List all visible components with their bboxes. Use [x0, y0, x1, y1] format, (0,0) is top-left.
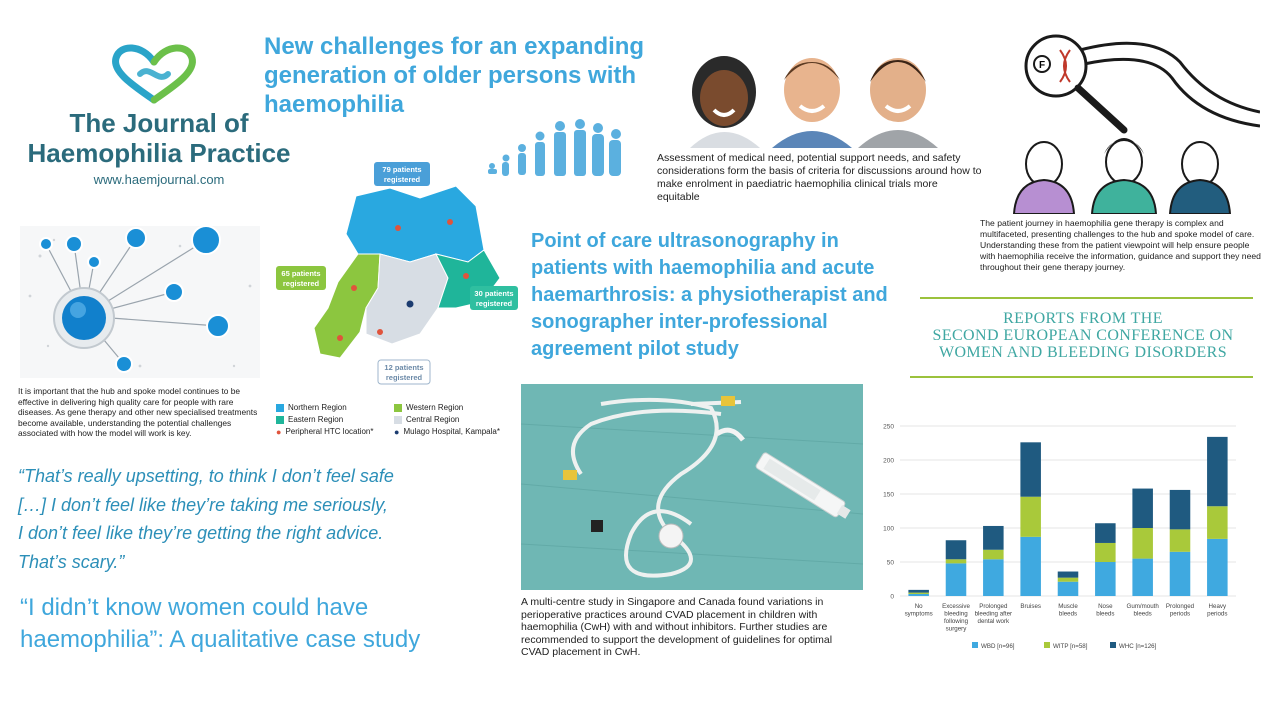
- x-tick-label: Nose: [1098, 603, 1113, 610]
- headline-older-persons[interactable]: New challenges for an expanding generation of older persons with haemophilia: [264, 33, 645, 118]
- chart-bar: [946, 563, 967, 596]
- x-tick-label: bleeding: [944, 610, 968, 618]
- chart-bar: [1058, 578, 1079, 582]
- x-tick-label: Prolonged: [979, 603, 1008, 610]
- x-tick-label: Prolonged: [1165, 603, 1195, 610]
- x-tick-label: Muscle: [1058, 603, 1078, 610]
- legend-swatch: [1044, 642, 1050, 648]
- y-tick-label: 0: [890, 593, 894, 601]
- legend-label: Eastern Region: [288, 415, 344, 424]
- journal-logo-title: [14, 108, 304, 168]
- map-callout-count: 65 patients: [281, 269, 321, 278]
- legend-item: [394, 414, 459, 426]
- map-callout-label: registered: [282, 279, 320, 288]
- chart-bar: [1132, 559, 1153, 596]
- bleeding-symptoms-chart: [872, 416, 1246, 658]
- location-pin-icon: ●: [394, 427, 400, 437]
- quote-line: […] I don’t feel like they’re taking me seriously,: [18, 494, 388, 515]
- chart-bar: [983, 559, 1004, 596]
- chart-bar: [946, 559, 967, 563]
- chart-bar: [1132, 528, 1153, 559]
- legend-item: [276, 402, 347, 414]
- factor-badge-letter: F: [1038, 60, 1046, 71]
- quote-line: That’s scary.”: [18, 551, 125, 572]
- x-tick-label: dental work: [977, 618, 1010, 625]
- uganda-region-map: [270, 158, 520, 390]
- network-caption: It is important that the hub and spoke model continues to be effective in delivering high quality care for people with rare diseases. As gene therapy and other new specialised treatments become available, understanding the potential challenges associated with how the model will work is key.: [18, 386, 258, 438]
- chart-bar: [1020, 442, 1041, 496]
- x-tick-label: Gum/mouth: [1126, 603, 1159, 610]
- reports-line1: REPORTS FROM THE: [1003, 310, 1163, 327]
- x-tick-label: bleeds: [1133, 610, 1152, 618]
- chart-bar: [1170, 552, 1191, 596]
- hub-and-spoke-network-illustration: [20, 226, 260, 378]
- reports-heading[interactable]: [916, 310, 1250, 361]
- quote-line: I don’t feel like they’re getting the right advice.: [18, 523, 384, 544]
- legend-label: Peripheral HTC location*: [285, 427, 374, 436]
- x-tick-label: Bruises: [1020, 603, 1041, 610]
- x-tick-label: surgery: [945, 625, 967, 633]
- chart-bar: [1207, 539, 1228, 596]
- legend-label: Central Region: [406, 415, 460, 424]
- chart-bar: [983, 526, 1004, 550]
- reports-divider-bottom: [910, 376, 1253, 378]
- reports-line2: SECOND EUROPEAN CONFERENCE ON: [932, 327, 1234, 344]
- cvad-caption: A multi-centre study in Singapore and Canada found variations in perioperative practices around CVAD placement in children with haemophilia (CwH) with and without inhibitors. Further studies are recommended to support the development of guidelines for optimal CVAD placement in CwH.: [521, 596, 833, 659]
- map-callout-label: registered: [383, 175, 421, 184]
- gene-therapy-illustration: [1000, 22, 1260, 214]
- journal-url[interactable]: www.haemjournal.com: [93, 172, 225, 187]
- map-callout-count: 30 patients: [474, 289, 514, 298]
- chart-bar: [1207, 437, 1228, 506]
- journal-logo-heart-icon: [104, 42, 204, 106]
- legend-label: Western Region: [406, 403, 464, 412]
- x-tick-label: Excessive: [942, 603, 970, 610]
- chart-bar: [983, 550, 1004, 560]
- children-photo: [680, 40, 944, 148]
- x-tick-label: symptoms: [904, 610, 933, 618]
- patient-quote: [18, 462, 488, 576]
- x-tick-label: bleeds: [1096, 610, 1115, 618]
- chart-bar: [908, 593, 929, 594]
- chart-bar: [1132, 489, 1153, 528]
- chart-bar: [1095, 543, 1116, 562]
- legend-swatch: [1110, 642, 1116, 648]
- chart-bar: [1020, 497, 1041, 537]
- y-tick-label: 200: [883, 457, 894, 465]
- logo-title-line2: Haemophilia Practice: [27, 138, 291, 168]
- legend-label: WITP [n=58]: [1053, 643, 1088, 650]
- chart-bar: [946, 540, 967, 559]
- chart-bar: [1095, 562, 1116, 596]
- legend-item: [394, 426, 500, 438]
- chart-bar: [1207, 506, 1228, 539]
- chart-bar: [1058, 582, 1079, 596]
- legend-swatch: [972, 642, 978, 648]
- chart-bar: [1020, 537, 1041, 596]
- x-tick-label: following: [943, 618, 969, 625]
- chart-bar: [1170, 529, 1191, 551]
- headline-women-line1: “I didn’t know women could have: [20, 594, 369, 621]
- legend-label: WBD [n=96]: [981, 643, 1015, 650]
- legend-item: [276, 426, 373, 438]
- x-tick-label: Heavy: [1208, 603, 1227, 610]
- cvad-device-photo: [521, 384, 863, 590]
- kids-caption: Assessment of medical need, potential support needs, and safety considerations form the basis of criteria for discussions around how to make enrolment in paediatric haemophilia clinical trials more equitable: [657, 152, 982, 203]
- legend-item: [394, 402, 463, 414]
- headline-women-line2: haemophilia”: A qualitative case study: [20, 626, 421, 653]
- location-pin-icon: ●: [276, 427, 282, 437]
- map-callout-count: 12 patients: [384, 363, 424, 372]
- y-tick-label: 100: [883, 525, 894, 533]
- legend-label: Northern Region: [288, 403, 347, 412]
- reports-divider-top: [920, 297, 1253, 299]
- x-tick-label: periods: [1169, 610, 1191, 618]
- legend-label: Mulago Hospital, Kampala*: [403, 427, 500, 436]
- y-tick-label: 150: [883, 491, 894, 499]
- y-tick-label: 50: [886, 559, 894, 567]
- map-callout-label: registered: [385, 373, 423, 382]
- x-tick-label: bleeding after: [974, 610, 1013, 618]
- reports-line3: WOMEN AND BLEEDING DISORDERS: [938, 344, 1228, 361]
- chart-bar: [908, 590, 929, 593]
- chart-bar: [1170, 490, 1191, 529]
- chart-bar: [908, 594, 929, 596]
- headline-ultrasonography[interactable]: Point of care ultrasonography in patients with haemophilia and acute haemarthrosis: a physiotherapist and sonographer inter-professional agreement pilot study: [531, 230, 888, 360]
- gene-therapy-caption: The patient journey in haemophilia gene therapy is complex and multifaceted, presenting challenges to the hub and spoke model of care. Understanding these from the patient viewpoint will help ensure people with haemophilia receive the information, guidance and support they need throughout their gene therapy journey.: [980, 218, 1261, 272]
- x-tick-label: periods: [1207, 610, 1228, 618]
- logo-title-line1: The Journal of: [69, 108, 249, 138]
- legend-item: [276, 414, 343, 426]
- map-callout-count: 79 patients: [382, 165, 422, 174]
- x-tick-label: bleeds: [1058, 610, 1078, 618]
- quote-line: “That’s really upsetting, to think I don’t feel safe: [18, 466, 394, 486]
- headline-women-haemophilia[interactable]: [20, 592, 500, 656]
- x-tick-label: No: [914, 603, 923, 610]
- chart-bar: [1095, 523, 1116, 543]
- map-callout-label: registered: [475, 299, 513, 308]
- legend-label: WHC [n=126]: [1119, 643, 1157, 650]
- chart-bar: [1058, 572, 1079, 578]
- y-tick-label: 250: [883, 423, 894, 431]
